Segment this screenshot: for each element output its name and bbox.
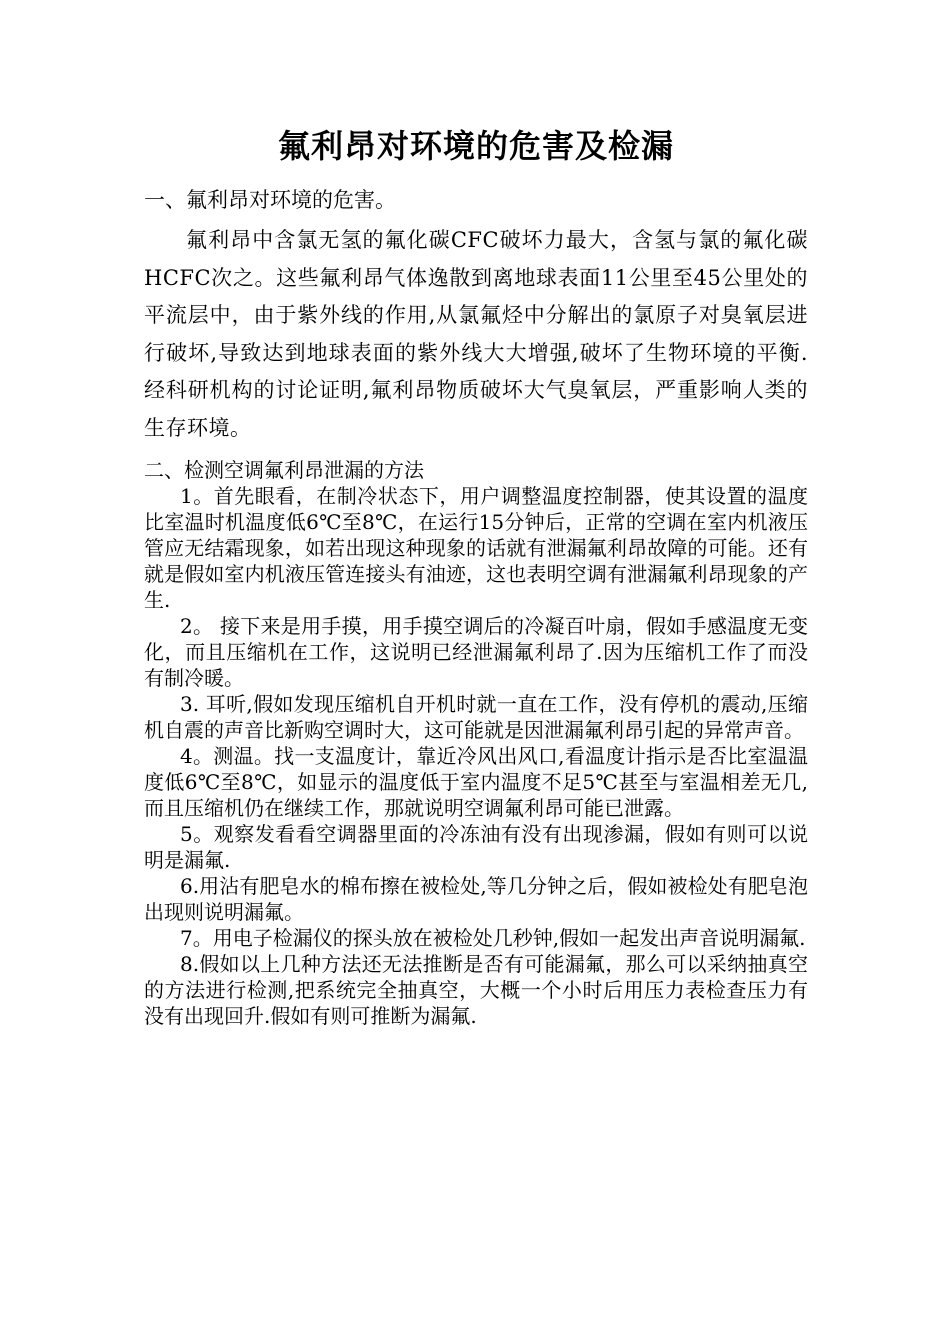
method-4-paragraph: 4。测温。找一支温度计，靠近冷风出风口,看温度计指示是否比室温温度低6℃至8℃，如显示的温度低于室内温度不足5℃甚至与室温相差无几,而且压缩机仍在继续工作，那就说明空调氟利昂可能已泄露。	[144, 744, 808, 820]
method-6-paragraph: 6.用沾有肥皂水的棉布擦在被检处,等几分钟之后，假如被检处有肥皂泡出现则说明漏氟。	[144, 874, 808, 924]
section-2-heading: 二、检测空调氟利昂泄漏的方法	[144, 458, 424, 482]
method-3-paragraph: 3. 耳听,假如发现压缩机自开机时就一直在工作，没有停机的震动,压缩机自震的声音比新购空调时大，这可能就是因泄漏氟利昂引起的异常声音。	[144, 692, 808, 742]
method-2-paragraph: 2。 接下来是用手摸，用手摸空调后的冷凝百叶扇，假如手感温度无变化，而且压缩机在工作，这说明已经泄漏氟利昂了.因为压缩机工作了而没有制冷暖。	[144, 614, 808, 690]
method-7-paragraph: 7。用电子检漏仪的探头放在被检处几秒钟,假如一起发出声音说明漏氟.	[180, 926, 806, 950]
document-page	[144, 120, 808, 1029]
method-1-paragraph: 1。首先眼看，在制冷状态下，用户调整温度控制器，使其设置的温度比室温时机温度低6℃至8℃，在运行15分钟后，正常的空调在室内机液压管应无结霜现象，如若出现这种现象的话就有泄漏氟利昂故障的可能。还有就是假如室内机液压管连接头有油迹，这也表明空调有泄漏氟利昂现象的产生.	[144, 484, 808, 612]
section-1-heading: 一、氟利昂对环境的危害。	[144, 188, 396, 212]
method-8-paragraph: 8.假如以上几种方法还无法推断是否有可能漏氟，那么可以采纳抽真空的方法进行检测,把系统完全抽真空，大概一个小时后用压力表检查压力有没有出现回升.假如有则可推断为漏氟.	[144, 952, 808, 1028]
section-1-paragraph: 氟利昂中含氯无氢的氟化碳CFC破坏力最大，含氢与氯的氟化碳HCFC次之。这些氟利昂气体逸散到离地球表面11公里至45公里处的平流层中，由于紫外线的作用,从氯氟烃中分解出的氯原子对臭氧层进行破坏,导致达到地球表面的紫外线大大增强,破坏了生物环境的平衡.经科研机构的讨论证明,氟利昂物质破坏大气臭氧层，严重影响人类的生存环境。	[144, 228, 808, 440]
document-title: 氟利昂对环境的危害及检漏	[277, 127, 674, 165]
method-5-paragraph: 5。观察发看看空调器里面的冷冻油有没有出现渗漏，假如有则可以说明是漏氟.	[144, 822, 808, 872]
